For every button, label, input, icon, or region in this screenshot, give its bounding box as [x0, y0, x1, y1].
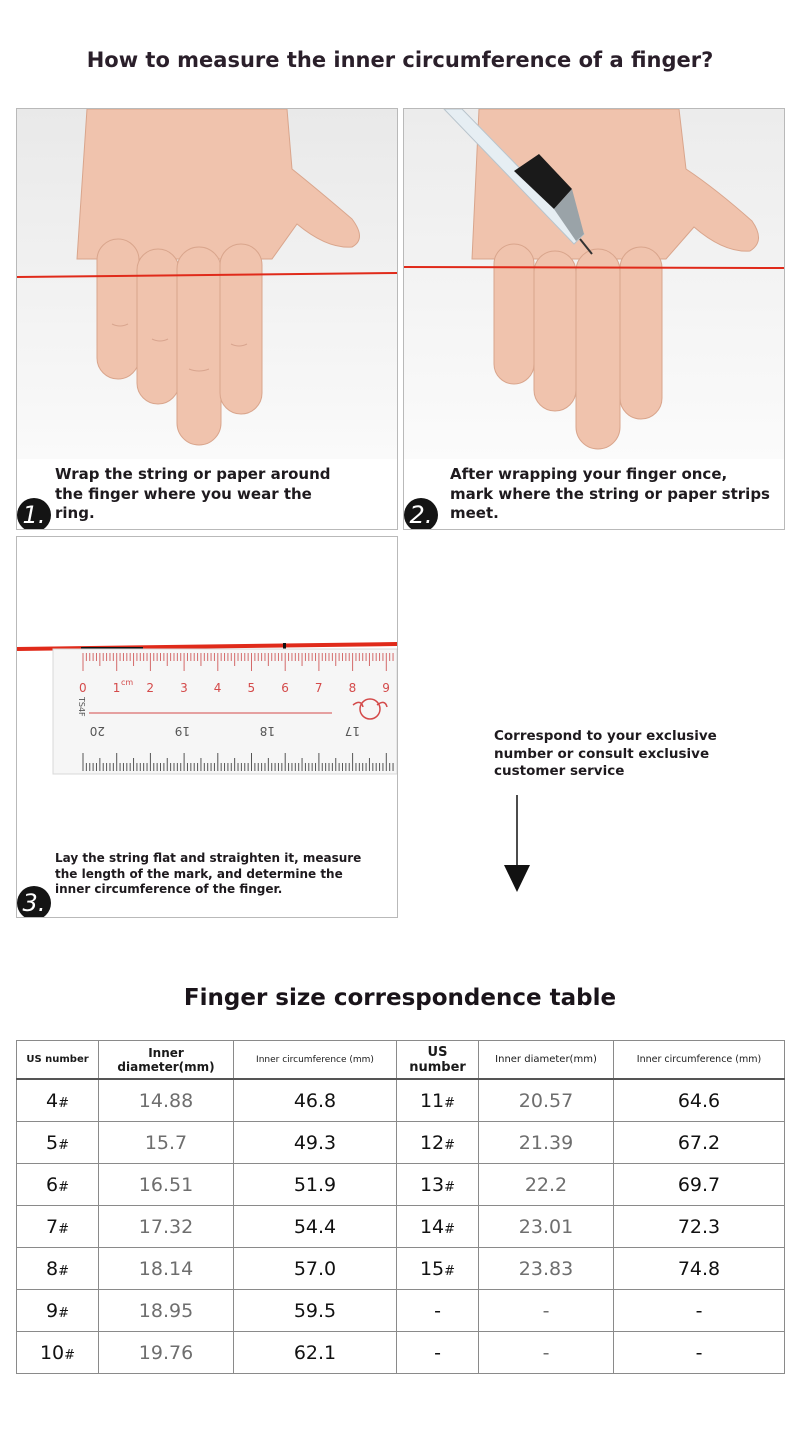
us-number-cell [397, 1332, 479, 1374]
inner-circumference-cell-value: 54.4 [293, 1215, 337, 1238]
inner-diameter-cell [479, 1206, 614, 1248]
us-number-cell-value: 9 [46, 1299, 59, 1322]
ruler-top-number: 4 [213, 681, 222, 695]
arrow-down-icon [502, 795, 532, 895]
ruler-measurement-illustration [17, 537, 397, 837]
inner-circumference-cell [234, 1290, 397, 1332]
inner-diameter-cell-value: 18.95 [138, 1299, 194, 1322]
size-table-title: Finger size correspondence table [183, 985, 617, 1011]
ruler-bottom-number: 17 [344, 724, 360, 738]
us-number-cell-value: 7 [46, 1215, 59, 1238]
ruler-top-number: 6 [281, 681, 289, 695]
us-number-cell [17, 1332, 99, 1374]
inner-circumference-cell-value: 67.2 [677, 1131, 721, 1154]
us-number-cell [397, 1122, 479, 1164]
ruler-bottom-number: 19 [174, 724, 190, 738]
table-row [17, 1248, 785, 1290]
inner-diameter-cell-value: - [542, 1299, 550, 1322]
size-hash-mark: # [58, 1221, 69, 1237]
us-number-cell-value: 12 [419, 1131, 445, 1154]
us-number-cell [17, 1206, 99, 1248]
size-hash-mark: # [444, 1179, 456, 1195]
inner-circumference-cell-value: 69.7 [677, 1173, 721, 1196]
inner-diameter-cell-value: 14.88 [138, 1089, 194, 1112]
inner-circumference-cell [234, 1206, 397, 1248]
inner-circumference-cell-value: - [695, 1299, 703, 1322]
ruler-top-number: 0 [79, 681, 87, 695]
us-number-cell [397, 1206, 479, 1248]
inner-diameter-cell [99, 1332, 234, 1374]
us-number-cell-value: 6 [46, 1173, 59, 1196]
table-header-row [17, 1041, 785, 1080]
step-2-panel [403, 108, 785, 530]
us-number-cell-value: 4 [46, 1089, 59, 1112]
us-number-cell [397, 1248, 479, 1290]
inner-diameter-cell [479, 1122, 614, 1164]
inner-circumference-cell [234, 1164, 397, 1206]
inner-diameter-cell [479, 1079, 614, 1122]
us-number-cell-value: - [434, 1341, 441, 1364]
size-hash-mark: # [58, 1179, 69, 1195]
table-row [17, 1332, 785, 1374]
inner-circumference-cell-value: 57.0 [293, 1257, 337, 1280]
ruler-top-number: 1 [112, 681, 121, 695]
header-inner-circumference: Inner circumference (mm) [614, 1041, 785, 1080]
inner-diameter-cell [99, 1206, 234, 1248]
ruler-brand-label: TS4F [77, 697, 86, 717]
inner-circumference-cell [234, 1248, 397, 1290]
inner-diameter-cell-value: 21.39 [518, 1131, 574, 1154]
inner-diameter-cell-value: - [542, 1341, 550, 1364]
us-number-cell [17, 1079, 99, 1122]
step-2-number-badge: 2. [404, 498, 438, 530]
header-inner-diameter: Inner diameter(mm) [479, 1041, 614, 1080]
inner-diameter-cell [99, 1164, 234, 1206]
inner-diameter-cell-value: 17.32 [138, 1215, 194, 1238]
us-number-cell-value: 15 [419, 1257, 445, 1280]
inner-circumference-cell [614, 1206, 785, 1248]
inner-diameter-cell [479, 1290, 614, 1332]
inner-circumference-cell [614, 1248, 785, 1290]
inner-circumference-cell-value: 59.5 [293, 1299, 337, 1322]
size-hash-mark: # [444, 1095, 456, 1111]
ruler-top-number: 8 [348, 681, 357, 695]
us-number-cell [17, 1248, 99, 1290]
table-row [17, 1290, 785, 1332]
step-3-panel [16, 536, 398, 918]
table-row [17, 1164, 785, 1206]
us-number-cell [17, 1164, 99, 1206]
us-number-cell-value: 14 [419, 1215, 445, 1238]
table-row [17, 1206, 785, 1248]
hand-marking-pen-illustration [404, 109, 784, 459]
consult-service-note: Correspond to your exclusive number or consult exclusive customer service [494, 728, 717, 780]
inner-diameter-cell-value: 23.83 [518, 1257, 574, 1280]
step-3-caption: Lay the string flat and straighten it, measure the length of the mark, and determine the inner circumference of the finger. [55, 851, 362, 897]
ruler-top-number: 2 [146, 681, 155, 695]
inner-diameter-cell [479, 1248, 614, 1290]
us-number-cell-value: - [434, 1299, 441, 1322]
inner-diameter-cell-value: 15.7 [144, 1131, 188, 1154]
inner-diameter-cell [99, 1122, 234, 1164]
ruler-bottom-number: 20 [89, 724, 105, 738]
inner-circumference-cell-value: 49.3 [293, 1131, 337, 1154]
us-number-cell [397, 1290, 479, 1332]
inner-circumference-cell-value: - [695, 1341, 703, 1364]
inner-circumference-cell-value: 51.9 [293, 1173, 337, 1196]
inner-circumference-cell-value: 74.8 [677, 1257, 721, 1280]
size-hash-mark: # [444, 1221, 456, 1237]
inner-diameter-cell [479, 1332, 614, 1374]
inner-circumference-cell [614, 1122, 785, 1164]
ruler-top-number: 3 [180, 681, 188, 695]
inner-diameter-cell-value: 18.14 [138, 1257, 194, 1280]
step-1-panel [16, 108, 398, 530]
us-number-cell [397, 1079, 479, 1122]
us-number-cell-value: 8 [46, 1257, 59, 1280]
step-2-caption: After wrapping your finger once, mark where the string or paper strips meet. [450, 465, 770, 522]
us-number-cell-value: 13 [419, 1173, 445, 1196]
step-1-caption: Wrap the string or paper around the finger where you wear the ring. [55, 465, 331, 522]
inner-diameter-cell-value: 20.57 [518, 1089, 574, 1112]
us-number-cell [17, 1122, 99, 1164]
us-number-cell [397, 1164, 479, 1206]
inner-diameter-cell-value: 23.01 [518, 1215, 574, 1238]
inner-diameter-cell-value: 19.76 [138, 1341, 194, 1364]
inner-diameter-cell-value: 22.2 [524, 1173, 568, 1196]
inner-circumference-cell [614, 1079, 785, 1122]
size-hash-mark: # [58, 1137, 69, 1153]
us-number-cell-value: 5 [46, 1131, 59, 1154]
ruler-top-number: 5 [247, 681, 256, 695]
inner-circumference-cell-value: 72.3 [677, 1215, 721, 1238]
header-inner-diameter: Inner diameter(mm) [99, 1041, 234, 1080]
ruler-top-number: 9 [382, 681, 390, 695]
inner-diameter-cell [99, 1079, 234, 1122]
hand-wrapped-string-illustration [17, 109, 397, 459]
inner-circumference-cell [614, 1290, 785, 1332]
inner-circumference-cell-value: 46.8 [293, 1089, 337, 1112]
finger-size-table [16, 1040, 785, 1374]
header-us-number: US number [17, 1041, 99, 1080]
inner-circumference-cell [614, 1164, 785, 1206]
inner-circumference-cell-value: 64.6 [677, 1089, 721, 1112]
ruler-top-number: 7 [314, 681, 323, 695]
inner-diameter-cell [99, 1248, 234, 1290]
inner-diameter-cell [479, 1164, 614, 1206]
us-number-cell-value: 11 [419, 1089, 445, 1112]
size-hash-mark: # [444, 1137, 456, 1153]
inner-diameter-cell-value: 16.51 [138, 1173, 194, 1196]
step-3-number-badge: 3. [17, 886, 51, 918]
inner-circumference-cell [234, 1079, 397, 1122]
header-inner-circumference: Inner circumference (mm) [234, 1041, 397, 1080]
table-row [17, 1079, 785, 1122]
inner-circumference-cell [234, 1332, 397, 1374]
size-hash-mark: # [58, 1263, 69, 1279]
inner-diameter-cell [99, 1290, 234, 1332]
ruler-bottom-number: 18 [259, 724, 275, 738]
table-row [17, 1122, 785, 1164]
step-1-number-badge: 1. [17, 498, 51, 530]
inner-circumference-cell [234, 1122, 397, 1164]
cm-unit-label: cm [121, 678, 134, 687]
size-hash-mark: # [58, 1305, 69, 1321]
inner-circumference-cell [614, 1332, 785, 1374]
us-number-cell-value: 10 [39, 1341, 65, 1364]
size-hash-mark: # [64, 1347, 76, 1363]
header-us-number: US number [397, 1041, 479, 1080]
page-title: How to measure the inner circumference of a finger? [86, 48, 714, 72]
size-hash-mark: # [444, 1263, 456, 1279]
size-hash-mark: # [58, 1095, 69, 1111]
us-number-cell [17, 1290, 99, 1332]
inner-circumference-cell-value: 62.1 [293, 1341, 337, 1364]
